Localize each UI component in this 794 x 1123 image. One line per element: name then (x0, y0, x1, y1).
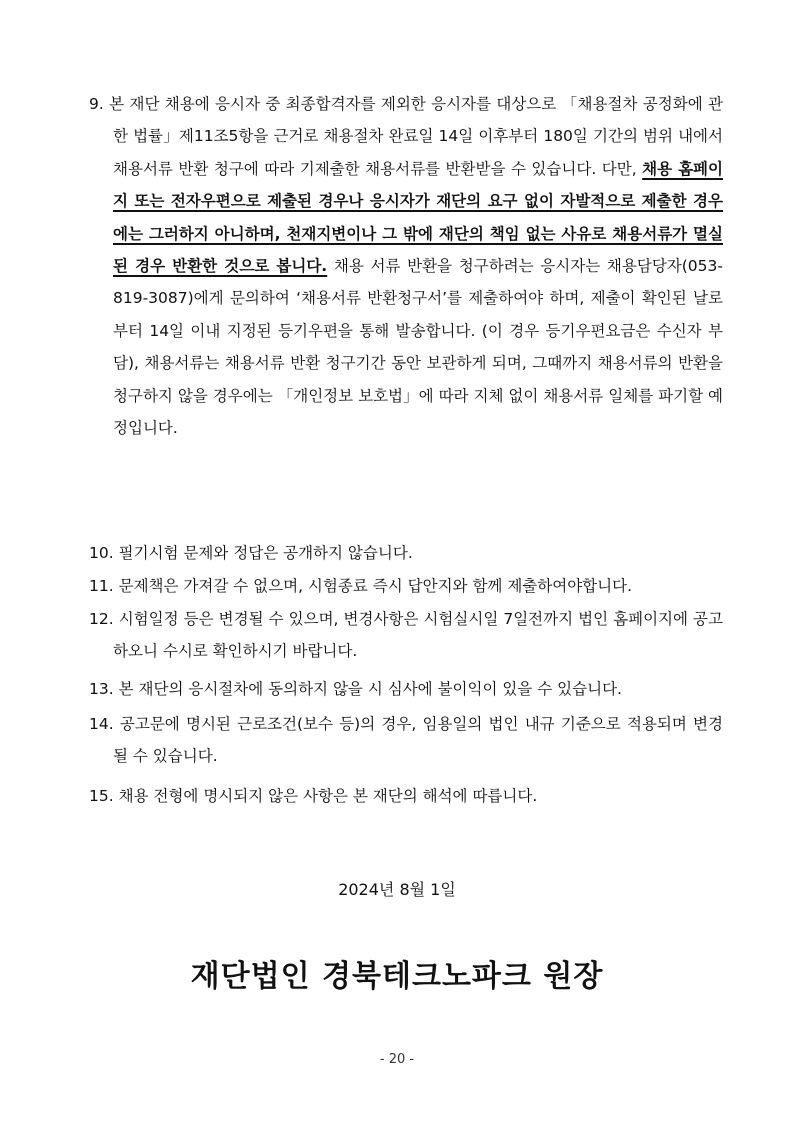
item-number: 11. (89, 577, 114, 595)
notice-item-9 (89, 88, 723, 444)
item-number: 12. (89, 610, 114, 628)
notice-item-10 (89, 537, 723, 569)
item-number: 10. (89, 544, 114, 562)
item-text: 채용 전형에 명시되지 않은 사항은 본 재단의 해석에 따릅니다. (118, 787, 538, 805)
notice-item-11 (89, 570, 723, 602)
item-number: 15. (89, 787, 114, 805)
notice-item-13 (89, 673, 723, 705)
item-text: 공고문에 명시된 근로조건(보수 등)의 경우, 임용일의 법인 내규 기준으로 적용되며 변경될 수 있습니다. (113, 715, 723, 766)
item-text: 필기시험 문제와 정답은 공개하지 않습니다. (118, 544, 413, 562)
item-number: 9. (89, 95, 104, 113)
announcement-date: 2024년 8월 1일 (338, 880, 456, 899)
item-text: 시험일정 등은 변경될 수 있으며, 변경사항은 시험실시일 7일전까지 법인 홈페이지에 공고하오니 수시로 확인하시기 바랍니다. (113, 610, 723, 661)
item-emphasis-text: 채용 홈페이지 또는 전자우편으로 제출된 경우나 응시자가 재단의 요구 없이 자발적으로 제출한 경우에는 그러하지 아니하며, 천재지변이나 그 밖에 재단의 책임 없는 사유로 채용서류가 멸실된 경우 반환한 것으로 봅니다. (113, 159, 724, 276)
item-number: 14. (89, 715, 114, 733)
item-text: 본 재단 채용에 응시자 중 최종합격자를 제외한 응시자를 대상으로 「채용절차 공정화에 관한 법률」제11조5항을 근거로 채용절차 완료일 14일 이후부터 180일 기간의 범위 내에서 채용서류 반환 청구에 따라 기제출한 채용서류를 반환받을 수 있습니다. 다만, (109, 95, 723, 178)
item-number: 13. (89, 680, 114, 698)
issuing-organization: 재단법인 경북테크노파크 원장 (190, 959, 604, 994)
page-number: - 20 - (379, 1052, 415, 1067)
item-text: 문제책은 가져갈 수 없으며, 시험종료 즉시 답안지와 함께 제출하여야합니다. (118, 577, 633, 595)
item-text-continued: 채용 서류 반환을 청구하려는 응시자는 채용담당자(053-819-3087)에게 문의하여 ‘채용서류 반환청구서’를 제출하여야 하며, 제출이 확인된 날로부터 14일 이내 지정된 등기우편을 통해 발송합니다. (이 경우 등기우편요금은 수신자 부담), 채용서류는 채용서류 반환 청구기간 동안 보관하게 되며, 그때까지 채용서류의 반환을 청구하지 않을 경우에는 「개인정보 보호법」에 따라 지체 없이 채용서류 일체를 파기할 예정입니다. (113, 257, 723, 438)
notice-item-12 (89, 603, 723, 668)
notice-item-15 (89, 780, 723, 812)
notice-item-14 (89, 708, 723, 773)
item-text: 본 재단의 응시절차에 동의하지 않을 시 심사에 불이익이 있을 수 있습니다. (118, 680, 622, 698)
